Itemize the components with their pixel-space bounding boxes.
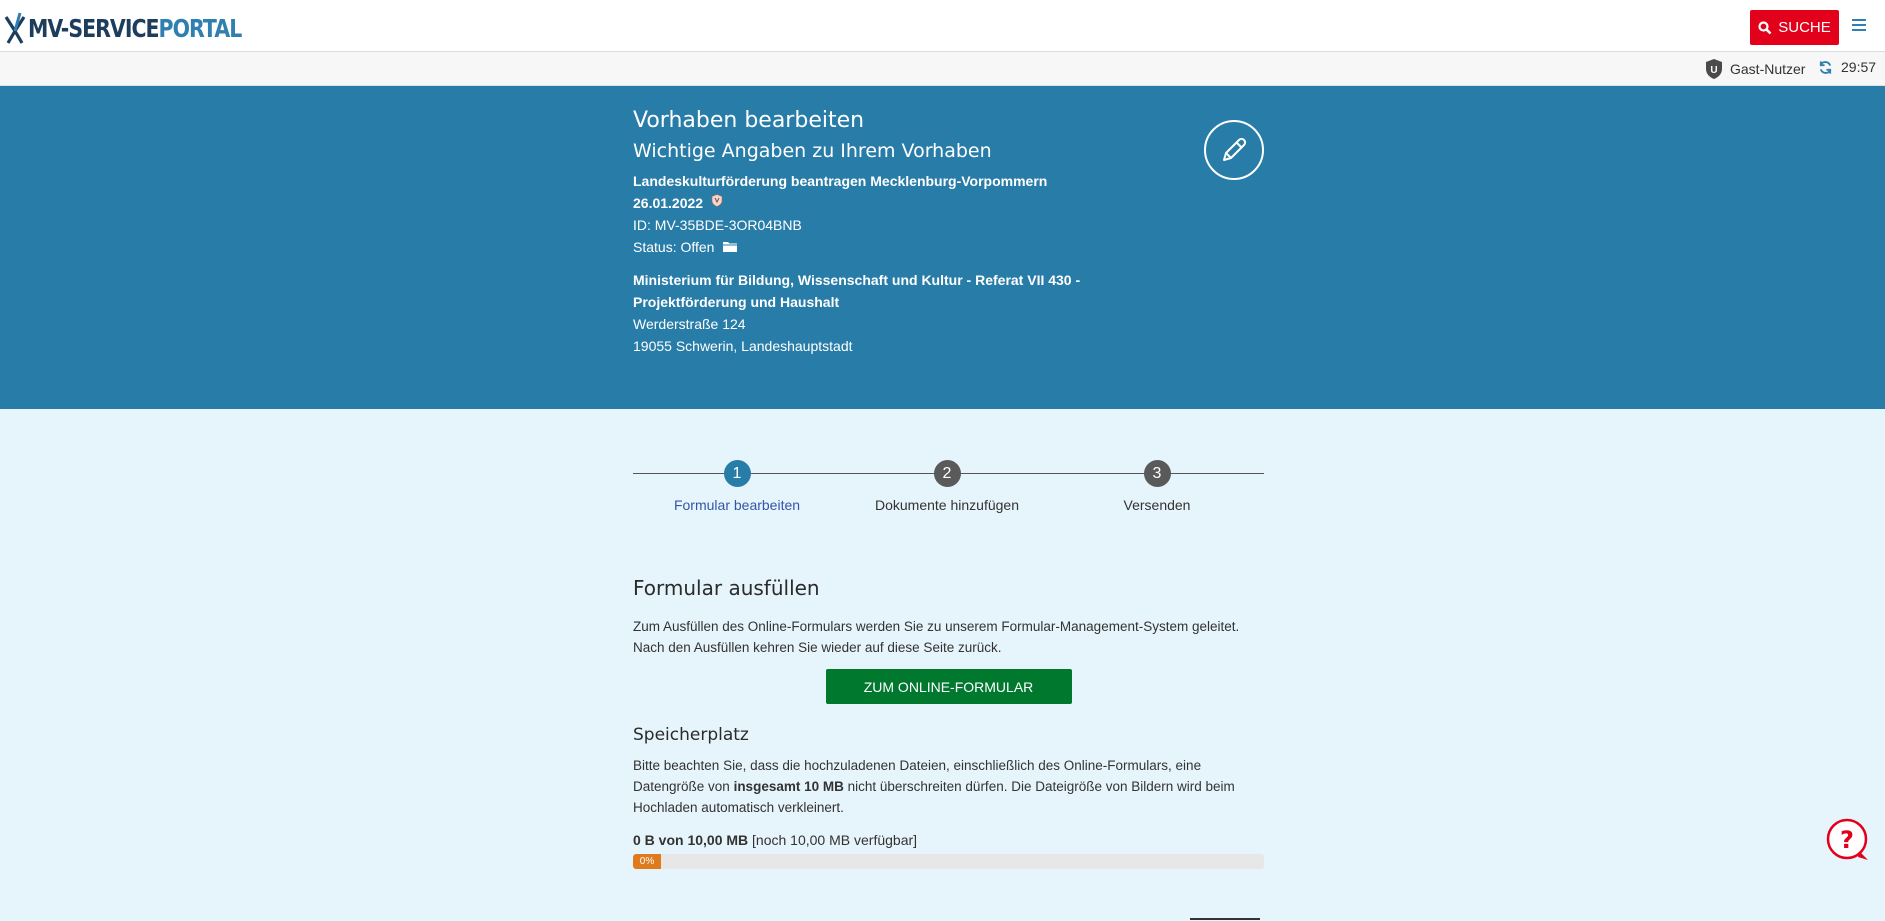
status-row — [633, 236, 1273, 258]
storage-used: 0 B von 10,00 MB — [633, 832, 749, 848]
step-label: Formular bearbeiten — [673, 497, 801, 513]
logo-mark-icon — [4, 11, 26, 45]
help-icon — [1826, 818, 1870, 862]
logo-text: MV-SERVICEPORTAL — [28, 13, 242, 43]
top-header — [0, 0, 1885, 52]
page-subtitle: Wichtige Angaben zu Ihrem Vorhaben — [633, 140, 992, 162]
storage-description: Bitte beachten Sie, dass die hochzuladenen Dateien, einschließlich des Online-Formulars, eine Datengröße von insgesamt 10 MB nicht überschreiten dürfen. Die Dateigröße von Bildern wird beim Hochladen automatisch verkleinert. — [633, 758, 1235, 815]
search-icon — [1758, 21, 1772, 35]
search-button[interactable] — [1750, 10, 1839, 45]
service-name: Landeskulturförderung beantragen Mecklenburg-Vorpommern — [633, 173, 1048, 189]
user-account[interactable] — [1704, 58, 1805, 80]
partial-element — [1190, 918, 1260, 920]
authority-street: Werderstraße 124 — [633, 316, 746, 332]
pencil-icon — [1218, 134, 1250, 166]
step-number: 1 — [724, 460, 751, 487]
svg-text:?: ? — [1840, 826, 1854, 854]
step-number: 2 — [934, 460, 961, 487]
step-number: 3 — [1144, 460, 1171, 487]
form-text-line2: Nach den Ausfüllen kehren Sie wieder auf diese Seite zurück. — [633, 640, 1002, 655]
session-timer[interactable] — [1818, 59, 1876, 75]
authority-name-line2: Projektförderung und Haushalt — [633, 294, 840, 310]
edit-button[interactable] — [1204, 120, 1264, 180]
online-form-button[interactable]: ZUM ONLINE-FORMULAR — [826, 669, 1072, 704]
service-date-row — [633, 192, 1273, 214]
progress-stepper — [633, 460, 1264, 520]
user-bar — [0, 52, 1885, 86]
page-title: Vorhaben bearbeiten — [633, 108, 865, 133]
user-label: Gast-Nutzer — [1730, 61, 1806, 77]
step-dokumente-hinzufuegen[interactable] — [837, 460, 1057, 513]
step-formular-bearbeiten[interactable] — [627, 460, 847, 513]
step-versenden[interactable] — [1047, 460, 1267, 513]
portal-logo[interactable] — [4, 10, 288, 46]
shield-icon — [711, 194, 723, 207]
case-id: ID: MV-35BDE-3OR04BNB — [633, 217, 802, 233]
hero-content — [633, 106, 1273, 357]
service-date: 26.01.2022 — [633, 195, 704, 211]
folder-icon — [722, 240, 738, 253]
refresh-icon — [1818, 60, 1833, 75]
svg-text:U: U — [1710, 65, 1718, 76]
step-label: Dokumente hinzufügen — [875, 497, 1019, 513]
shield-icon — [1704, 58, 1724, 80]
authority-name-line1: Ministerium für Bildung, Wissenschaft und Kultur - Referat VII 430 - — [633, 272, 1081, 288]
session-time: 29:57 — [1841, 59, 1877, 75]
storage-progress-bar — [633, 854, 1264, 869]
help-button[interactable] — [1826, 818, 1870, 862]
storage-usage — [633, 832, 1264, 848]
status-text: Status: Offen — [633, 239, 715, 255]
main-content — [633, 574, 1264, 869]
hero-banner — [0, 86, 1885, 409]
storage-available: [noch 10,00 MB verfügbar] — [752, 832, 918, 848]
form-section-title: Formular ausfüllen — [633, 576, 820, 600]
menu-icon[interactable] — [1852, 19, 1866, 33]
storage-title: Speicherplatz — [633, 725, 749, 745]
form-text-line1: Zum Ausfüllen des Online-Formulars werden Sie zu unserem Formular-Management-System geleitet. — [633, 619, 1240, 634]
authority-city: 19055 Schwerin, Landeshauptstadt — [633, 338, 853, 354]
search-label: SUCHE — [1778, 19, 1831, 36]
step-label: Versenden — [1123, 497, 1191, 513]
storage-progress-fill: 0% — [633, 854, 661, 869]
